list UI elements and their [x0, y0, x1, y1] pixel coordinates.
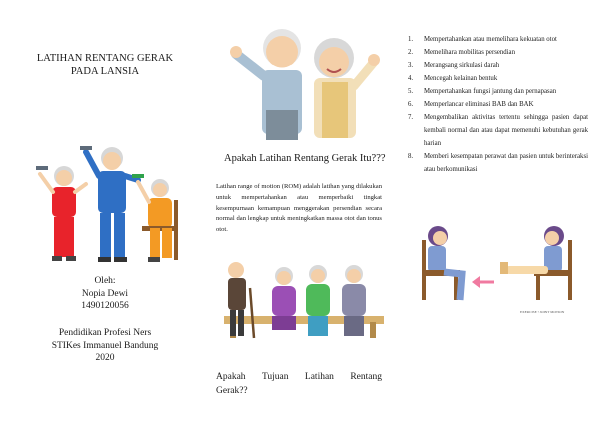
list-item: 4. Mencegah kelainan bentuk [408, 75, 498, 82]
woman-purple-figure [272, 267, 296, 330]
middle-panel [200, 0, 400, 424]
shirt-shape [52, 187, 76, 217]
leaflet-title [30, 52, 180, 78]
author-block [20, 275, 190, 313]
benefits-list [408, 33, 588, 176]
list-item: 6. Memperlancar eliminasi BAB dan BAK [408, 101, 534, 108]
institution-block [20, 327, 190, 365]
dumbbell-shape [36, 166, 48, 170]
shirt-shape [98, 171, 126, 213]
title-line-1: LATIHAN RENTANG GERAK [36, 53, 174, 64]
goal-question-word: Gerak?? [216, 386, 248, 396]
list-item: 8. Memberi kesempatan perawat dan pasien untuk berinteraksi atau berkomunikasi [408, 153, 588, 173]
shirt-shape [148, 198, 172, 228]
year: 2020 [95, 353, 115, 363]
woman-red-figure [36, 166, 86, 261]
list-item: 1. Mempertahankan atau memelihara kekuatan otot [408, 36, 557, 43]
program-name: Pendidikan Profesi Ners [58, 328, 152, 338]
seated-woman-right-figure [500, 226, 572, 300]
section-title: Apakah Latihan Rentang Gerak Itu??? [224, 153, 386, 164]
rom-definition: Latihan range of motion (ROM) adalah latihan yang dilakukan untuk mempertahankan atau memperbaiki tingkat kesempurnaan kemampuan menggerakan persendian secara normal dan lengkap untuk meningkatkan massa otot dan tonus otot. [216, 183, 382, 234]
student-id: 1490120056 [81, 301, 129, 311]
list-item: 5. Mempertahankan fungsi jantung dan pernapasan [408, 88, 557, 95]
woman-orange-figure [132, 174, 178, 262]
right-panel [400, 0, 600, 424]
old-man-figure [230, 29, 302, 140]
goal-question-word: Apakah [216, 372, 246, 382]
man-with-cane-figure [228, 262, 254, 338]
old-woman-figure [314, 38, 380, 138]
goal-question-word: Tujuan [261, 372, 289, 382]
face-shape [56, 170, 72, 186]
goal-question [216, 370, 382, 398]
seniors-group-illustration [214, 258, 386, 340]
man-green-figure [306, 265, 330, 336]
title-line-2: PADA LANSIA [70, 66, 140, 77]
elderly-exercise-illustration [34, 140, 184, 268]
goal-question-word: Rentang [350, 372, 382, 382]
man-blue-figure [80, 146, 138, 262]
goal-question-word: Latihan [304, 372, 334, 382]
dumbbell-shape [80, 146, 92, 150]
face-shape [153, 183, 167, 197]
list-item: 3. Merangsang sirkulasi darah [408, 62, 500, 69]
institution-name: STIKes Immanuel Bandung [51, 340, 159, 351]
direction-arrow-icon [472, 276, 494, 288]
face-shape [266, 36, 298, 68]
illustration-caption: EXERCISE • JOINT MOTION [520, 310, 565, 314]
woman-grey-figure [342, 265, 366, 336]
face-shape [103, 152, 121, 170]
list-item: 7. Mengembalikan aktivitas tertentu sehingga pasien dapat kembali normal dan atau dapat memenuhi kebutuhan gerak harian [408, 114, 588, 147]
author-name: Nopia Dewi [81, 288, 129, 299]
dumbbell-shape [132, 174, 144, 178]
left-panel [0, 0, 200, 424]
seated-woman-left-figure [422, 226, 462, 300]
by-label: Oleh: [94, 276, 116, 286]
list-item: 2. Memelihara mobilitas persendian [408, 49, 515, 56]
seated-leg-exercise-illustration [408, 216, 584, 308]
elderly-couple-illustration [230, 14, 380, 144]
